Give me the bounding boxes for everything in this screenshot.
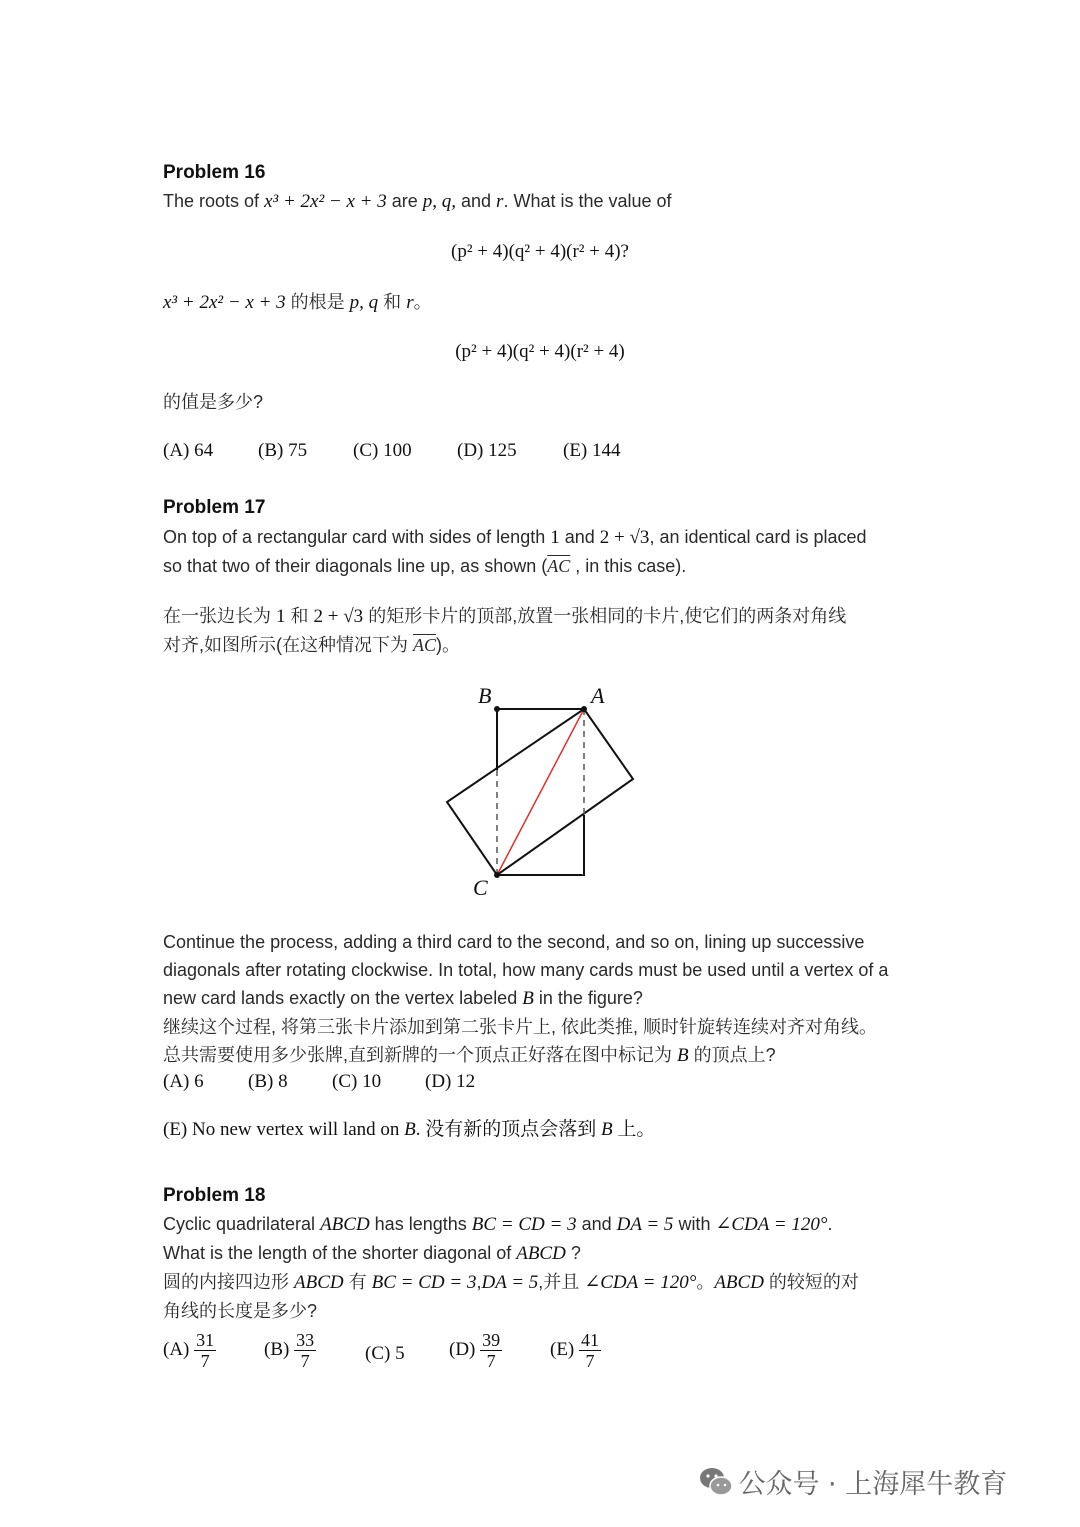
problem-17-choice-b: (B) 8 bbox=[248, 1071, 288, 1092]
problem-18-choice-e: (E) $\frac{41}{7}$ bbox=[550, 1330, 600, 1371]
problem-17-title: Problem 17 bbox=[163, 497, 266, 518]
vertex-b bbox=[494, 706, 500, 712]
vertex-c bbox=[494, 872, 500, 878]
cards-figure bbox=[430, 675, 660, 905]
problem-16-question-zh-end: 的值是多少? bbox=[163, 392, 264, 412]
problem-16-title: Problem 16 bbox=[163, 162, 266, 183]
wechat-icon bbox=[698, 1465, 734, 1499]
vertex-a bbox=[581, 706, 587, 712]
problem-16-choice-b: (B) 75 bbox=[258, 440, 308, 461]
watermark-text: 公众号 · 上海犀牛教育 bbox=[738, 1469, 1008, 1500]
fraction: $\frac{33}{7}$ bbox=[296, 1330, 315, 1371]
segment-ac: $\overline{AC}$ bbox=[547, 556, 571, 576]
diagonal-ac bbox=[497, 709, 584, 875]
problem-17-choice-e: (E) No new vertex will land on B. 没有新的顶点会落到 B 上。 bbox=[163, 1119, 656, 1140]
label-a: A bbox=[591, 683, 605, 708]
problem-16-choice-d: (D) 125 bbox=[457, 440, 517, 461]
problem-16-expression-zh: (p² + 4)(q² + 4)(r² + 4) bbox=[455, 341, 625, 362]
problem-17-continue-en: Continue the process, adding a third card to the second, and so on, lining up successive diagonals after rotating clockwise. In total, how many cards must be used until a vertex of a new card lands exactly on the vertex labeled B in the figure? 继续这个过程, 将第三张卡片添加到第二张卡片上, 依此类推, 顺时针旋转连续对齐对角线。 总共需要使用多少张牌,直到新牌的一个顶点正好落在图中标记为 B 的顶点上? bbox=[163, 932, 889, 1066]
problem-18-choice-b: (B) $\frac{33}{7}$ bbox=[264, 1330, 315, 1371]
fraction: $\frac{39}{7}$ bbox=[482, 1330, 501, 1371]
problem-17-choice-d: (D) 12 bbox=[425, 1071, 476, 1092]
label-c: C bbox=[473, 875, 488, 900]
watermark bbox=[698, 1462, 1007, 1501]
problem-18-choice-d: (D) $\frac{39}{7}$ bbox=[449, 1330, 501, 1371]
fraction: $\frac{31}{7}$ bbox=[196, 1330, 215, 1371]
problem-17-question-zh: 在一张边长为 1 和 2 + √3 的矩形卡片的顶部,放置一张相同的卡片,使它们的两条对角线 对齐,如图所示(在这种情况下为 $\overline{AC}$)。 bbox=[163, 606, 847, 655]
problem-16-expression-en: (p² + 4)(q² + 4)(r² + 4)? bbox=[451, 241, 629, 262]
problem-18-choice-a: (A) $\frac{31}{7}$ bbox=[163, 1330, 215, 1371]
polynomial: x³ + 2x² − x + 3 bbox=[264, 191, 387, 212]
problem-17-choice-a: (A) 6 bbox=[163, 1071, 204, 1092]
problem-18-title: Problem 18 bbox=[163, 1185, 266, 1206]
problem-16-choice-e: (E) 144 bbox=[563, 440, 621, 461]
problem-16-question-zh: x³ + 2x² − x + 3 的根是 p, q 和 r。 bbox=[163, 292, 432, 313]
problem-18-choice-c: (C) 5 bbox=[365, 1343, 405, 1364]
problem-17-question-en: On top of a rectangular card with sides of length 1 and 2 + √3, an identical card is placed so that two of their diagonals line up, as shown ($\overline{AC}$ , in this case). bbox=[163, 527, 867, 576]
problem-17-choice-c: (C) 10 bbox=[332, 1071, 382, 1092]
problem-16-question-en: The roots of x³ + 2x² − x + 3 are p, q, and r. What is the value of bbox=[163, 191, 672, 212]
fraction: $\frac{41}{7}$ bbox=[581, 1330, 600, 1371]
problem-16-choice-c: (C) 100 bbox=[353, 440, 412, 461]
problem-16-choice-a: (A) 64 bbox=[163, 440, 214, 461]
label-b: B bbox=[478, 683, 492, 708]
problem-18-question: Cyclic quadrilateral ABCD has lengths BC = CD = 3 and DA = 5 with ∠CDA = 120°. What is the length of the shorter diagonal of ABCD ? 圆的内接四边形 ABCD 有 BC = CD = 3,DA = 5,并且 ∠CDA = 120°。ABCD 的较短的对 角线的长度是多少? bbox=[163, 1214, 859, 1321]
